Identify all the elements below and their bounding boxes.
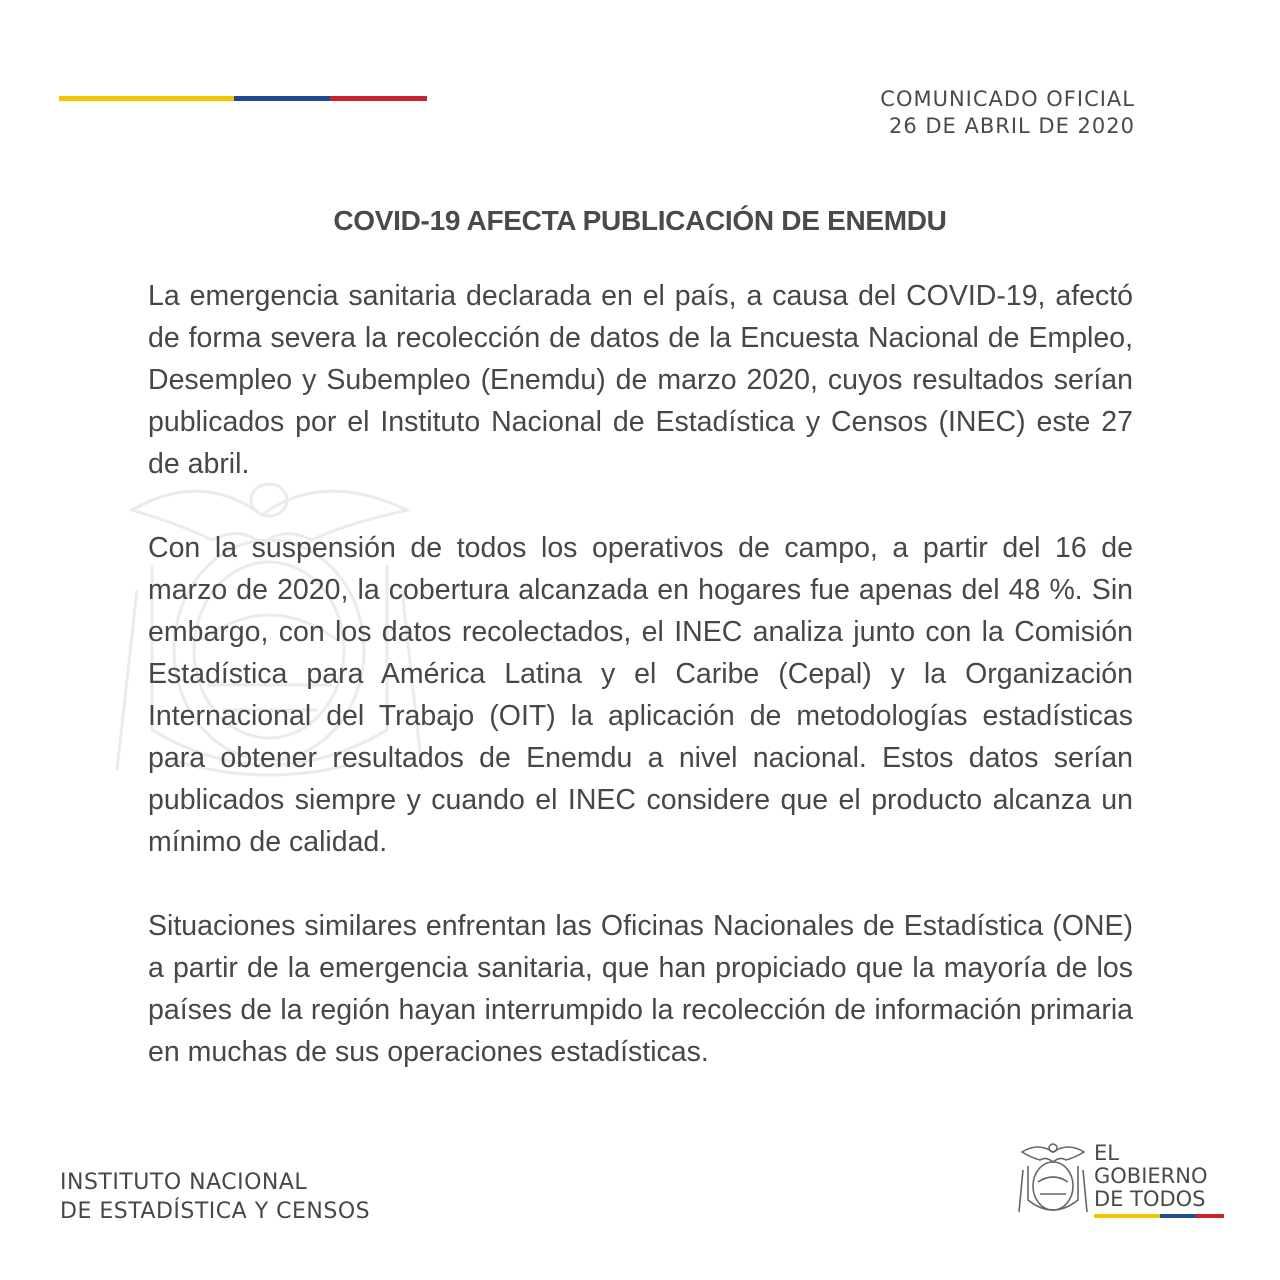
communique-date: 26 DE ABRIL DE 2020 [888, 114, 1135, 138]
communique-label: COMUNICADO OFICIAL [880, 87, 1135, 111]
flag-bar-red [330, 96, 427, 101]
flag-bar-yellow [59, 96, 234, 101]
gov-logo-text [1094, 1142, 1208, 1211]
document-body [148, 275, 1133, 1115]
paragraph-1: La emergencia sanitaria declarada en el país, a causa del COVID-19, afectó de forma severa la recolección de datos de la Encuesta Nacional de Empleo, Desempleo y Subempleo (Enemdu) de marzo 2020, cuyos resultados serían publicados por el Instituto Nacional de Estadística y Censos (INEC) este 27 de abril. [148, 280, 1133, 480]
ecuador-coat-of-arms-icon [1018, 1140, 1088, 1222]
gov-bar-red [1196, 1214, 1224, 1218]
gov-logo-line-2: GOBIERNO [1094, 1164, 1208, 1188]
gov-logo-color-bar [1094, 1214, 1224, 1218]
gov-logo-line-3: DE TODOS [1094, 1187, 1206, 1211]
paragraph-2: Con la suspensión de todos los operativos de campo, a partir del 16 de marzo de 2020, la cobertura alcanzada en hogares fue apenas del 48 %. Sin embargo, con los datos recolectados, el INEC analiza junto con la Comisión Estadística para América Latina y el Caribe (Cepal) y la Organización Internacional del Trabajo (OIT) la aplicación de metodologías estadísticas para obtener resultados de Enemdu a nivel nacional. Estos datos serían publicados siempre y cuando el INEC considere que el producto alcanza un mínimo de calidad. [148, 532, 1133, 858]
institution-line-2: DE ESTADÍSTICA Y CENSOS [60, 1199, 371, 1224]
institution-name [60, 1168, 370, 1226]
paragraph-3: Situaciones similares enfrentan las Oficinas Nacionales de Estadística (ONE) a partir de la emergencia sanitaria, que han propiciado que la mayoría de los países de la región hayan interrumpido la recolección de información primaria en muchas de sus operaciones estadísticas. [148, 910, 1133, 1068]
gov-logo-line-1: EL [1094, 1141, 1119, 1165]
institution-line-1: INSTITUTO NACIONAL [60, 1170, 308, 1195]
gov-bar-yellow [1094, 1214, 1160, 1218]
gov-bar-blue [1160, 1214, 1196, 1218]
flag-color-bar [59, 96, 427, 101]
communique-header [880, 86, 1135, 140]
flag-bar-blue [234, 96, 330, 101]
gobierno-de-todos-logo [1018, 1140, 1223, 1222]
document-title: COVID-19 AFECTA PUBLICACIÓN DE ENEMDU [333, 205, 947, 236]
